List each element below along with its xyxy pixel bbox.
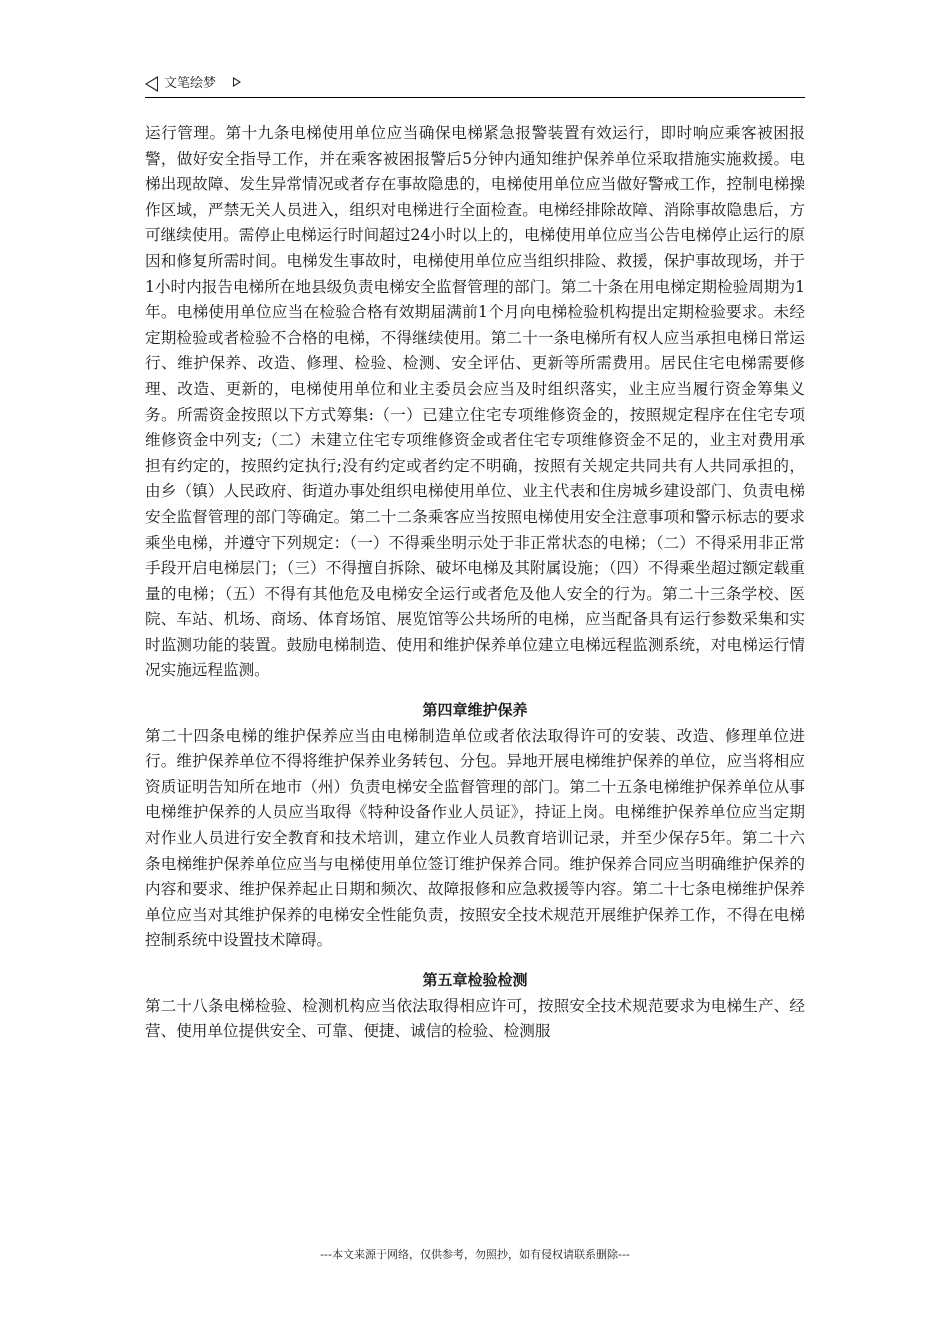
body-paragraph-2: 第二十四条电梯的维护保养应当由电梯制造单位或者依法取得许可的安装、改造、修理单位进行。维护保养单位不得将维护保养业务转包、分包。异地开展电梯维护保养的单位，应当将相应资质证明告知所在地市（州）负责电梯安全监督管理的部门。第二十五条电梯维护保养单位从事电梯维护保养的人员应当取得《特种设备作业人员证》，持证上岗。电梯维护保养单位应当定期对作业人员进行安全教育和技术培训，建立作业人员教育培训记录，并至少保存5年。第二十六条电梯维护保养单位应当与电梯使用单位签订维护保养合同。维护保养合同应当明确维护保养的内容和要求、维护保养起止日期和频次、故障报修和应急救援等内容。第二十七条电梯维护保养单位应当对其维护保养的电梯安全性能负责，按照安全技术规范开展维护保养工作，不得在电梯控制系统中设置技术障碍。 [145, 726, 805, 950]
body-paragraph-1: 运行管理。第十九条电梯使用单位应当确保电梯紧急报警装置有效运行，即时响应乘客被困报警，做好安全指导工作，并在乘客被困报警后5分钟内通知维护保养单位采取措施实施救援。电梯出现故障、发生异常情况或者存在事故隐患的，电梯使用单位应当做好警戒工作，控制电梯操作区域，严禁无关人员进入，组织对电梯进行全面检查。电梯经排除故障、消除事故隐患后，方可继续使用。需停止电梯运行时间超过24小时以上的，电梯使用单位应当公告电梯停止运行的原因和修复所需时间。电梯发生事故时，电梯使用单位应当组织排险、救援，保护事故现场，并于1小时内报告电梯所在地县级负责电梯安全监督管理的部门。第二十条在用电梯定期检验周期为1年。电梯使用单位应当在检验合格有效期届满前1个月向电梯检验机构提出定期检验要求。未经定期检验或者检验不合格的电梯，不得继续使用。第二十一条电梯所有权人应当承担电梯日常运行、维护保养、改造、修理、检验、检测、安全评估、更新等所需费用。居民住宅电梯需要修理、改造、更新的，电梯使用单位和业主委员会应当及时组织落实，业主应当履行资金筹集义务。所需资金按照以下方式筹集:（一）已建立住宅专项维修资金的，按照规定程序在住宅专项维修资金中列支;（二）未建立住宅专项维修资金或者住宅专项维修资金不足的，业主对费用承担有约定的，按照约定执行;没有约定或者约定不明确，按照有关规定共同共有人共同承担的，由乡（镇）人民政府、街道办事处组织电梯使用单位、业主代表和住房城乡建设部门、负责电梯安全监督管理的部门等确定。第二十二条乘客应当按照电梯使用安全注意事项和警示标志的要求乘坐电梯，并遵守下列规定：（一）不得乘坐明示处于非正常状态的电梯；（二）不得采用非正常手段开启电梯层门；（三）不得擅自拆除、破坏电梯及其附属设施；（四）不得乘坐超过额定载重量的电梯；（五）不得有其他危及电梯安全运行或者危及他人安全的行为。第二十三条学校、医院、车站、机场、商场、体育场馆、展览馆等公共场所的电梯，应当配备具有运行参数采集和实时监测功能的装置。鼓励电梯制造、使用和维护保养单位建立电梯远程监测系统，对电梯运行情况实施远程监测。 [145, 124, 805, 680]
header-brand: 文笔绘梦 [164, 76, 217, 91]
triangle-right-icon [233, 77, 241, 87]
body-paragraph-3: 第二十八条电梯检验、检测机构应当依法取得相应许可，按照安全技术规范要求为电梯生产、经营、使用单位提供安全、可靠、便捷、诚信的检验、检测服 [145, 996, 805, 1041]
section-gap [145, 954, 805, 968]
document-body [145, 121, 805, 1045]
triangle-left-icon [145, 76, 158, 92]
chapter-5-heading: 第五章检验检测 [422, 971, 528, 989]
page-footer-notice: ---本文来源于网络，仅供参考，勿照抄，如有侵权请联系删除--- [320, 1248, 630, 1261]
chapter-4-heading: 第四章维护保养 [422, 701, 528, 720]
section-gap [145, 684, 805, 698]
page-header [145, 73, 805, 98]
